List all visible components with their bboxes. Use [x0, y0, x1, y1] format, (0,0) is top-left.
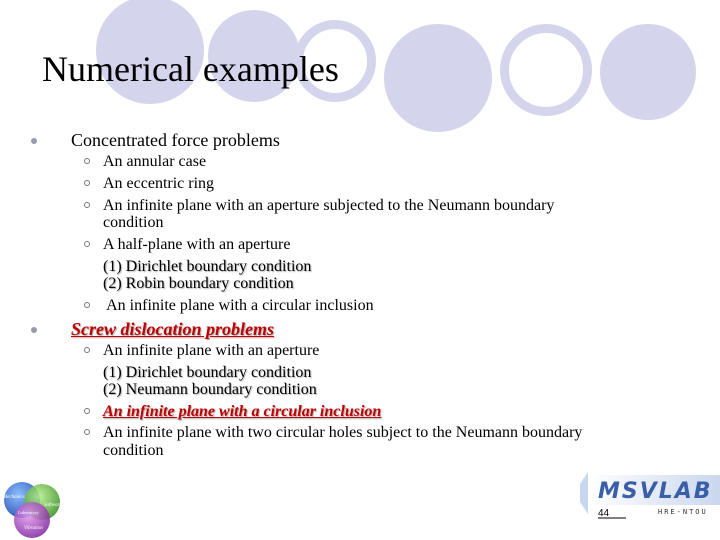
hollow-bullet-icon [84, 347, 90, 353]
logo-word-laboratory: Laboratory [18, 510, 39, 515]
section-label: Concentrated force problems [71, 130, 280, 150]
bullet-icon [31, 327, 37, 333]
list-item-subline: (1) Dirichlet boundary condition [103, 258, 312, 275]
hollow-bullet-icon [84, 158, 90, 164]
list-item-text: An infinite plane with a circular inclusion [103, 297, 374, 314]
hollow-bullet-icon [84, 429, 90, 435]
list-item-text: An infinite plane with two circular holes subject to the Neumann boundary [103, 424, 583, 441]
decor-circle-4 [600, 24, 696, 120]
logo-word-vibration: Vibration [24, 526, 43, 531]
hollow-bullet-icon [84, 202, 90, 208]
hollow-bullet-icon [84, 408, 90, 414]
decor-circle-3 [384, 24, 492, 132]
slide-title: Numerical examples [42, 49, 339, 89]
list-item-text: An infinite plane with an aperture subjected to the Neumann boundary [103, 197, 555, 214]
list-item-text-continued: condition [103, 442, 164, 459]
logo-word-software: Software [44, 503, 62, 508]
page-number: 44 [598, 508, 610, 519]
logo-arrow-shape [580, 472, 588, 514]
list-item-subline: (1) Dirichlet boundary condition [103, 364, 312, 381]
decor-ring-2 [500, 24, 592, 116]
list-item-text: An annular case [103, 153, 207, 170]
hollow-bullet-icon [84, 180, 90, 186]
list-item-subline: (2) Robin boundary condition [103, 275, 294, 292]
msv-venn-logo [0, 482, 70, 540]
list-item-text-continued: condition [103, 214, 164, 231]
hollow-bullet-icon [84, 241, 90, 247]
logo-wordmark: MSVLAB [598, 479, 713, 504]
hollow-bullet-icon [84, 302, 90, 308]
section-label: Screw dislocation problems [71, 319, 275, 339]
list-item-subline: (2) Neumann boundary condition [103, 381, 317, 398]
bullet-icon [31, 138, 37, 144]
list-item-text: A half-plane with an aperture [103, 236, 291, 253]
list-item-text: An infinite plane with an aperture [103, 342, 320, 359]
list-item-text: An infinite plane with a circular inclusion [103, 403, 382, 420]
logo-word-mechanics: Mechanics [3, 495, 25, 500]
logo-subtext: HRE-NTOU [658, 508, 708, 516]
msvlab-logo [570, 466, 720, 526]
list-item-text: An eccentric ring [103, 175, 215, 192]
